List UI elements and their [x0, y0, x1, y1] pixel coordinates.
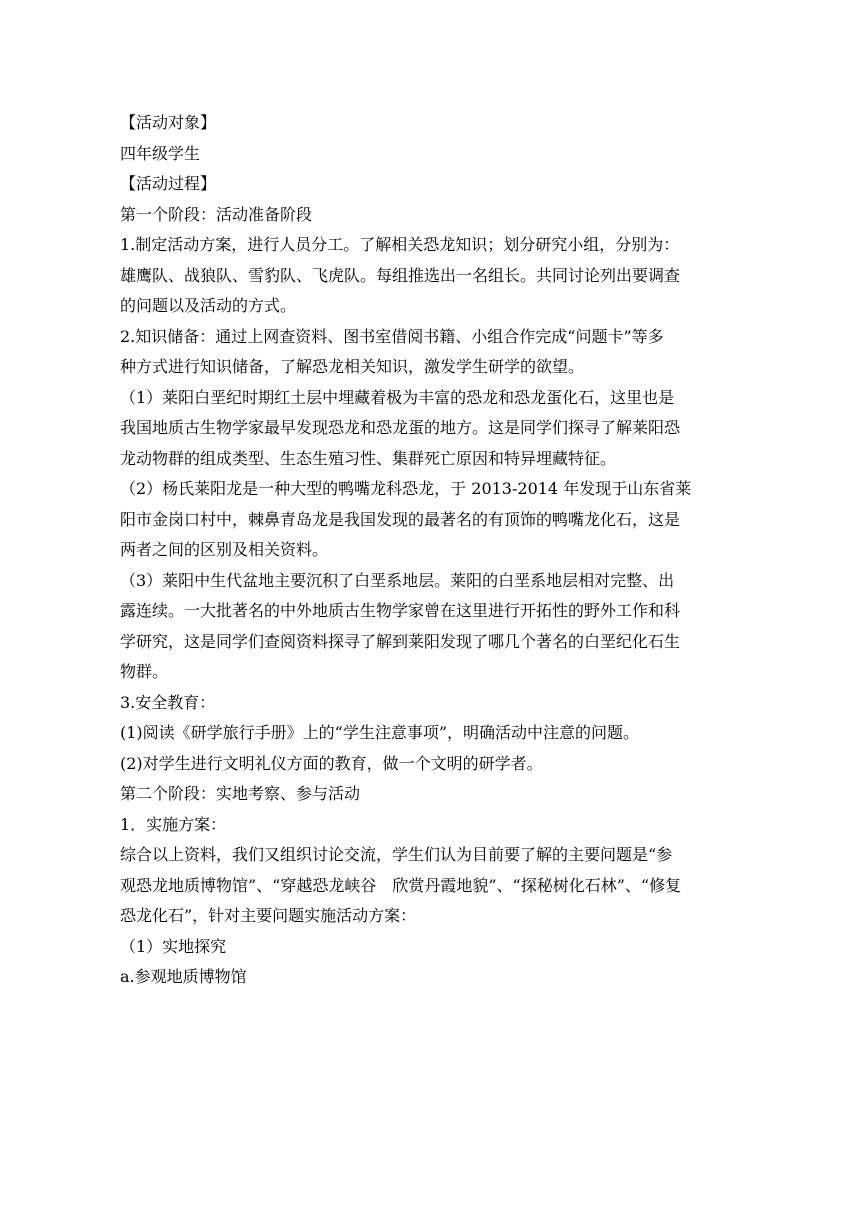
text-line: 综合以上资料，我们又组织讨论交流，学生们认为目前要了解的主要问题是“参: [120, 845, 673, 864]
text-line: a.参观地质博物馆: [120, 967, 247, 986]
text-line: 雄鹰队、战狼队、雪豹队、飞虎队。每组推选出一名组长。共同讨论列出要调查: [120, 265, 681, 285]
text-line: （2）杨氏莱阳龙是一种大型的鸭嘴龙科恐龙，于 2013-2014 年发现于山东省莱: [120, 479, 692, 498]
document-body: [120, 108, 740, 993]
text-line: 1.制定活动方案，进行人员分工。了解相关恐龙知识；划分研究小组，分别为：: [120, 235, 680, 254]
text-line: 露连续。一大批著名的中外地质古生物学家曾在这里进行开拓性的野外工作和科: [120, 601, 681, 620]
text-line: 物群。: [120, 662, 169, 681]
text-line: 阳市金岗口村中，棘鼻青岛龙是我国发现的最著名的有顶饰的鸭嘴龙化石，这是: [120, 509, 681, 529]
text-line: 我国地质古生物学家最早发现恐龙和恐龙蛋的地方。这是同学们探寻了解莱阳恐: [120, 418, 681, 437]
text-line: (1)阅读《研学旅行手册》上的“学生注意事项”，明确活动中注意的问题。: [120, 723, 640, 742]
text-line: 两者之间的区别及相关资料。: [120, 540, 329, 559]
text-line: （3）莱阳中生代盆地主要沉积了白垩系地层。莱阳的白垩系地层相对完整、出: [120, 570, 675, 590]
stage-heading: 第一个阶段：活动准备阶段: [120, 204, 313, 224]
text-line: 3.安全教育：: [120, 692, 216, 712]
text-line: 观恐龙地质博物馆”、“穿越恐龙峡谷 欣赏丹霞地貌”、“探秘树化石林”、“修复: [120, 875, 682, 895]
text-line: 恐龙化石”，针对主要问题实施活动方案：: [120, 906, 417, 925]
text-line: 四年级学生: [120, 143, 201, 163]
text-line: 的问题以及活动的方式。: [120, 296, 297, 315]
text-line: （1）实地探究: [120, 936, 227, 956]
text-line: （1）莱阳白垩纪时期红土层中埋藏着极为丰富的恐龙和恐龙蛋化石，这里也是: [120, 387, 675, 407]
section-heading-target: 【活动对象】: [120, 113, 217, 132]
text-line: 2.知识储备：通过上网查资料、图书室借阅书籍、小组合作完成“问题卡”等多: [120, 326, 664, 346]
text-line: (2)对学生进行文明礼仪方面的教育，做一个文明的研学者。: [120, 753, 543, 773]
stage-heading: 第二个阶段：实地考察、参与活动: [120, 784, 361, 803]
text-line: 龙动物群的组成类型、生态生殖习性、集群死亡原因和特异埋藏特征。: [120, 448, 617, 468]
text-line: 种方式进行知识储备，了解恐龙相关知识，激发学生研学的欲望。: [120, 357, 585, 376]
text-line: 学研究，这是同学们查阅资料探寻了解到莱阳发现了哪几个著名的白垩纪化石生: [120, 631, 681, 651]
text-line: 1．实施方案：: [120, 814, 227, 834]
section-heading-process: 【活动过程】: [120, 174, 217, 193]
